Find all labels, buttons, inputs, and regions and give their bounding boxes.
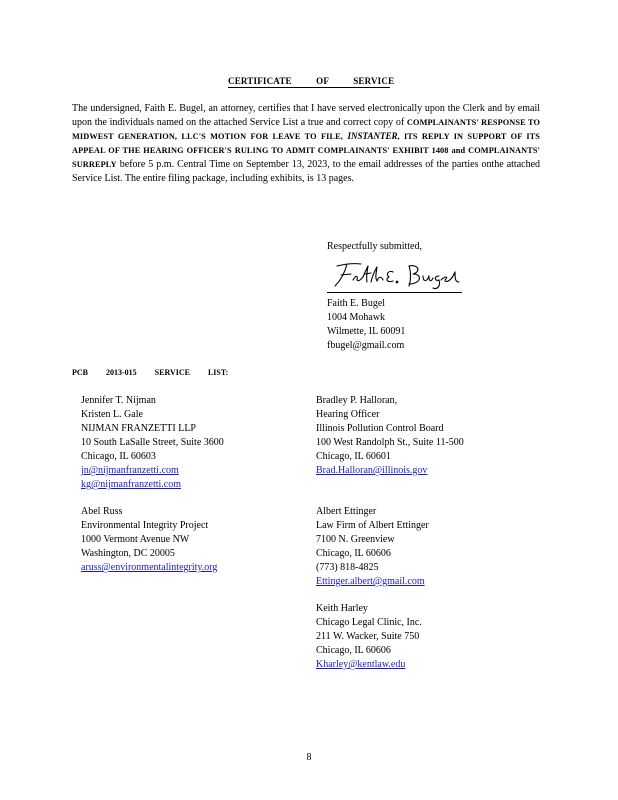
email-link[interactable]: Kharley@kentlaw.edu — [316, 659, 406, 670]
service-entry-nijman — [81, 394, 224, 492]
paragraph-conclusion: before 5 p.m. Central Time on September 13, 2023, to the email addresses of the parties onthe attached Service List. The entire filing package, including exhibits, is 13 pages. — [72, 158, 541, 184]
entry-line: Chicago, IL 60601 — [316, 451, 391, 462]
page-number: 8 — [306, 752, 312, 763]
service-entry-ettinger — [316, 505, 429, 589]
service-list-heading: PCB 2013-015 SERVICE LIST: — [72, 368, 229, 377]
entry-line: Chicago Legal Clinic, Inc. — [316, 617, 422, 628]
email-link[interactable]: kg@nijmanfranzetti.com — [81, 479, 182, 490]
entry-line: Chicago, IL 60606 — [316, 548, 391, 559]
signature-graphic — [327, 258, 462, 292]
signer-city: Wilmette, IL 60091 — [327, 326, 406, 337]
signer-name: Faith E. Bugel — [327, 298, 386, 309]
paragraph-intro: The undersigned, Faith E. Bugel, an attorney, certifies that I have served electronically upon the Clerk and by email upon the individuals named on the attached Service List a true and correct copy of — [72, 103, 540, 128]
entry-line: NIJMAN FRANZETTI LLP — [81, 423, 196, 434]
entry-line: Keith Harley — [316, 603, 368, 614]
entry-line: Kristen L. Gale — [81, 409, 143, 420]
entry-line: Abel Russ — [81, 506, 123, 517]
closing-line: Respectfully submitted, — [327, 241, 422, 252]
certificate-title: CERTIFICATE OF SERVICE — [228, 76, 395, 86]
document-title-part-1: COMPLAINANTS' RESPONSE TO MIDWEST GENERATION, LLC'S MOTION FOR LEAVE TO FILE, — [72, 117, 540, 141]
entry-line: 7100 N. Greenview — [316, 534, 395, 545]
document-title-part-2: , ITS REPLY IN SUPPORT OF ITS APPEAL OF THE HEARING OFFICER'S RULING TO ADMIT COMPLAINANTS' EXHIBIT 1408 and COMPLAINANTS' SURREPLY — [72, 131, 541, 169]
email-link[interactable]: Brad.Halloran@illinois.gov — [316, 465, 428, 476]
entry-line: Chicago, IL 60606 — [316, 645, 391, 656]
signer-block — [327, 297, 405, 353]
signer-email: fbugel@gmail.com — [327, 340, 405, 351]
entry-line: 211 W. Wacker, Suite 750 — [316, 631, 420, 642]
entry-line: 100 West Randolph St., Suite 11-500 — [316, 437, 464, 448]
entry-line: Illinois Pollution Control Board — [316, 423, 444, 434]
handwritten-signature — [327, 258, 462, 293]
entry-line: Jennifer T. Nijman — [81, 395, 156, 406]
entry-line: Hearing Officer — [316, 409, 380, 420]
service-entry-russ — [81, 505, 217, 575]
entry-line: Law Firm of Albert Ettinger — [316, 520, 429, 531]
email-link[interactable]: Ettinger.albert@gmail.com — [316, 576, 425, 587]
entry-line: 1000 Vermont Avenue NW — [81, 534, 190, 545]
certification-paragraph — [72, 102, 540, 185]
document-title-instanter: INSTANTER — [347, 130, 398, 141]
entry-line: Bradley P. Halloran, — [316, 395, 398, 406]
signer-street: 1004 Mohawk — [327, 312, 386, 323]
email-link[interactable]: jn@nijmanfranzetti.com — [81, 465, 179, 476]
entry-line: Chicago, IL 60603 — [81, 451, 156, 462]
service-entry-harley — [316, 602, 422, 672]
entry-line: (773) 818-4825 — [316, 562, 379, 573]
service-entry-halloran — [316, 394, 464, 478]
email-link[interactable]: aruss@environmentalintegrity.org — [81, 562, 218, 573]
entry-line: 10 South LaSalle Street, Suite 3600 — [81, 437, 224, 448]
entry-line: Washington, DC 20005 — [81, 548, 175, 559]
entry-line: Environmental Integrity Project — [81, 520, 209, 531]
entry-line: Albert Ettinger — [316, 506, 377, 517]
